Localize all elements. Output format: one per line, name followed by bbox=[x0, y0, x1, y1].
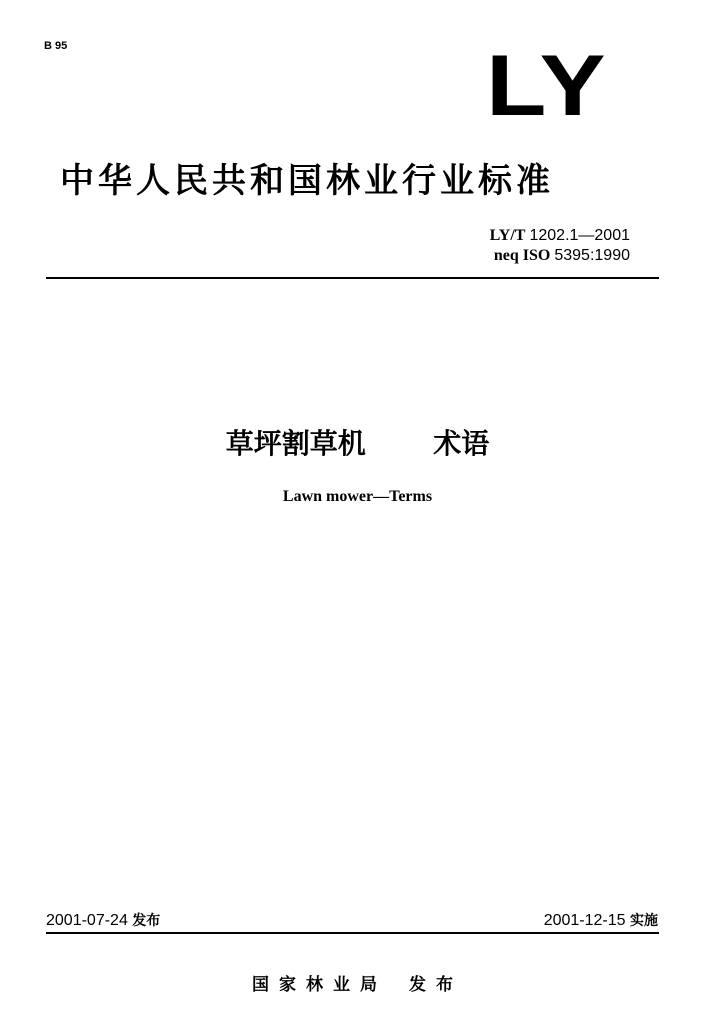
standard-category-title: 中华人民共和国林业行业标准 bbox=[60, 161, 554, 201]
issue-date-block bbox=[46, 910, 160, 930]
issue-label: 发布 bbox=[132, 913, 161, 929]
equivalence-line bbox=[430, 246, 630, 266]
standard-code-prefix: LY/T bbox=[489, 227, 526, 244]
implementation-label: 实施 bbox=[630, 913, 658, 929]
standard-code-number: 1202.1—2001 bbox=[529, 227, 630, 244]
document-title-chinese: 草坪割草机 术语 bbox=[225, 427, 490, 460]
standard-code-line bbox=[430, 226, 630, 246]
implementation-date: 2001-12-15 bbox=[543, 912, 626, 929]
standard-number-block bbox=[430, 226, 630, 266]
top-divider bbox=[46, 277, 659, 279]
equivalence-prefix: neq ISO bbox=[493, 247, 551, 264]
publisher: 国家林业局 发布 bbox=[252, 975, 463, 995]
issue-date: 2001-07-24 bbox=[46, 912, 128, 929]
bottom-divider bbox=[46, 932, 659, 934]
ly-logo: LY bbox=[486, 38, 608, 134]
document-title-english: Lawn mower—Terms bbox=[282, 488, 433, 505]
classification-code: B 95 bbox=[44, 40, 68, 52]
implementation-date-block bbox=[440, 910, 658, 930]
equivalence-number: 5395:1990 bbox=[554, 247, 630, 264]
